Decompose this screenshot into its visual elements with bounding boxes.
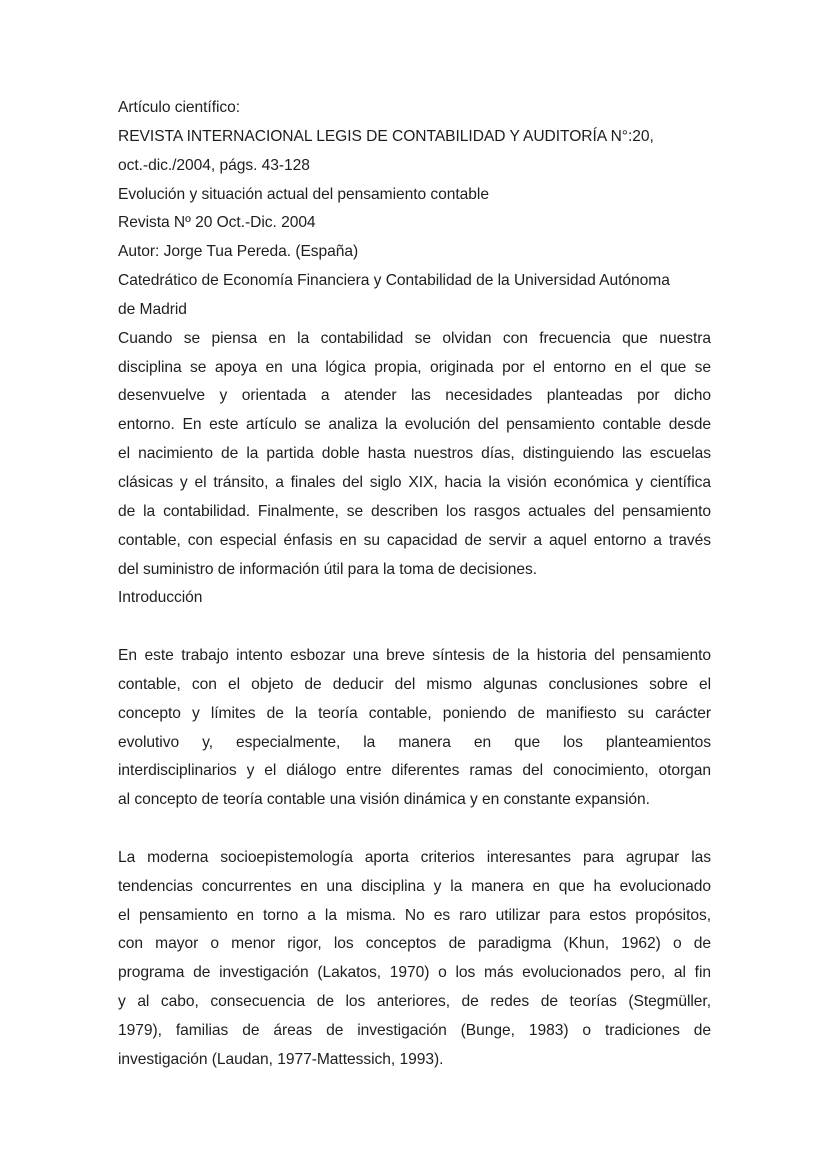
article-title: Evolución y situación actual del pensamiento contable [118,185,489,203]
article-type-label: Artículo científico: [118,99,241,116]
journal-issue-pages: oct.-dic./2004, págs. 43-128 [118,156,310,174]
intro-paragraph-2 [118,844,711,1075]
paragraph-line: evolutivo y, especialmente, la manera en que los planteamientos [118,733,711,751]
paragraph-line: y al cabo, consecuencia de los anteriores, de redes de teorías (Stegmüller, [118,993,711,1011]
issue-info: Revista Nº 20 Oct.-Dic. 2004 [118,214,316,232]
intro-paragraph-1 [118,642,711,815]
abstract-line: entorno. En este artículo se analiza la evolución del pensamiento contable desde [118,416,711,434]
abstract-line: contable, con especial énfasis en su capacidad de servir a aquel entorno a través [118,531,711,549]
article-header [118,94,711,325]
abstract-line: clásicas y el tránsito, a finales del siglo XIX, hacia la visión económica y científica [118,473,711,491]
paragraph-line: con mayor o menor rigor, los conceptos de paradigma (Khun, 1962) o de [118,935,711,953]
author-affiliation: Catedrático de Economía Financiera y Contabilidad de la Universidad Autónoma [118,272,670,290]
paragraph-line: al concepto de teoría contable una visión dinámica y en constante expansión. [118,791,650,809]
paragraph-line: 1979), familias de áreas de investigación (Bunge, 1983) o tradiciones de [118,1022,711,1039]
author-affiliation-cont: de Madrid [118,300,187,318]
abstract-line: de la contabilidad. Finalmente, se describen los rasgos actuales del pensamiento [118,502,711,520]
paragraph-line: tendencias concurrentes en una disciplina y la manera en que ha evolucionado [118,877,711,895]
paragraph-line: investigación (Laudan, 1977-Mattessich, 1993). [118,1050,444,1068]
abstract-line: Cuando se piensa en la contabilidad se olvidan con frecuencia que nuestra [118,329,711,347]
paragraph-line: el pensamiento en torno a la misma. No es raro utilizar para estos propósitos, [118,906,711,924]
abstract-line: el nacimiento de la partida doble hasta nuestros días, distinguiendo las escuelas [118,445,711,463]
paragraph-line: interdisciplinarios y el diálogo entre diferentes ramas del conocimiento, otorgan [118,762,711,780]
abstract-line: del suministro de información útil para la toma de decisiones. [118,560,538,578]
paragraph-line: concepto y límites de la teoría contable, poniendo de manifiesto su carácter [118,704,711,722]
paragraph-spacer [118,613,711,642]
paragraph-spacer [118,815,711,844]
paragraph-line: La moderna socioepistemología aporta criterios interesantes para agrupar las [118,848,711,866]
document-page [118,94,711,1075]
abstract-line: disciplina se apoya en una lógica propia, originada por el entorno en el que se [118,358,711,376]
abstract-paragraph [118,325,711,585]
section-heading: Introducción [118,589,203,607]
journal-name: REVISTA INTERNACIONAL LEGIS DE CONTABILIDAD Y AUDITORÍA N°:20, [118,127,654,145]
author: Autor: Jorge Tua Pereda. (España) [118,243,359,261]
paragraph-line: programa de investigación (Lakatos, 1970) o los más evolucionados pero, al fin [118,964,711,982]
paragraph-line: En este trabajo intento esbozar una breve síntesis de la historia del pensamiento [118,647,711,665]
paragraph-line: contable, con el objeto de deducir del mismo algunas conclusiones sobre el [118,675,711,693]
abstract-line: desenvuelve y orientada a atender las necesidades planteadas por dicho [118,387,711,405]
